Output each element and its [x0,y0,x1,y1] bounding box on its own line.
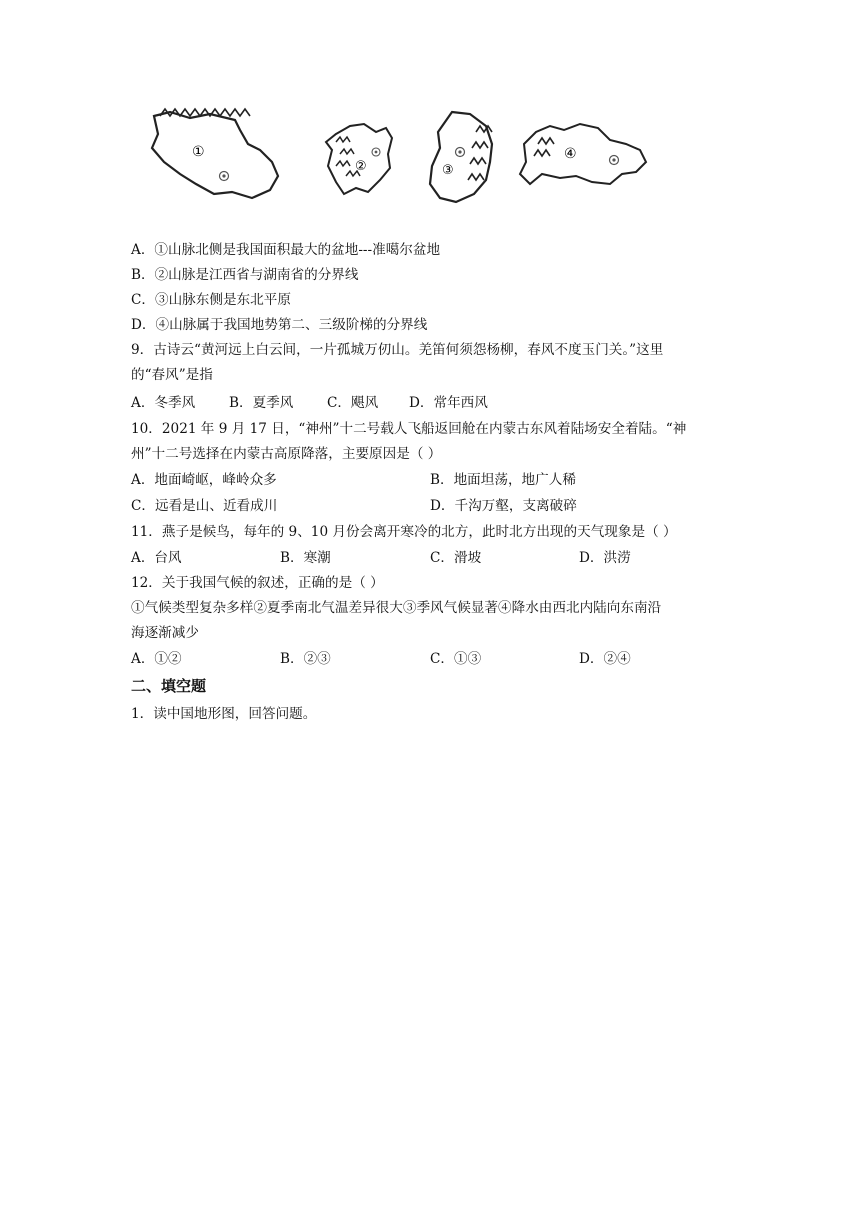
map-4 [520,124,646,184]
section-2-title: 二、填空题 [131,677,207,695]
q11-option-b: B．寒潮 [280,550,331,566]
q9-option-c: C．飓风 [327,395,379,411]
q9-option-d: D．常年西风 [409,395,488,411]
q9-option-b: B．夏季风 [229,395,294,411]
q8-option-b: B．②山脉是江西省与湖南省的分界线 [131,267,359,283]
map-label-1: ① [192,144,205,160]
map-label-4: ④ [564,146,577,162]
q11-option-a: A．台风 [131,550,182,566]
q11-stem: 11．燕子是候鸟，每年的 9、10 月份会离开寒冷的北方，此时北方出现的天气现象是（ ） [131,524,677,540]
q10-option-a: A．地面崎岖，峰岭众多 [131,472,277,488]
q12-option-c: C．①③ [430,651,482,667]
q12-statements-line2: 海逐渐减少 [131,625,199,641]
map-label-3: ③ [442,163,454,178]
q8-option-d: D．④山脉属于我国地势第二、三级阶梯的分界线 [131,317,428,333]
q9-stem-line2: 的“春风”是指 [131,367,213,383]
q8-option-c: C．③山脉东侧是东北平原 [131,292,291,308]
q10-option-d: D．千沟万壑，支离破碎 [430,498,577,514]
map-label-2: ② [355,159,367,174]
q12-stem: 12．关于我国气候的叙述，正确的是（ ） [131,575,384,591]
section-2-q1: 1．读中国地形图，回答问题。 [131,706,317,722]
map-3 [430,112,492,202]
q10-option-c: C．远看是山、近看成川 [131,498,278,514]
q12-option-d: D．②④ [579,651,631,667]
q12-option-b: B．②③ [280,651,331,667]
q9-stem-line1: 9．古诗云“黄河远上白云间，一片孤城万仞山。羌笛何须怨杨柳，春风不度玉门关。”这里 [131,342,664,358]
q12-statements-line1: ①气候类型复杂多样②夏季南北气温差异很大③季风气候显著④降水由西北内陆向东南沿 [131,600,662,616]
q10-option-b: B．地面坦荡，地广人稀 [430,472,576,488]
q11-option-c: C．滑坡 [430,550,482,566]
q11-option-d: D．洪涝 [579,550,631,566]
map-1 [152,109,278,198]
q10-stem-line1: 10．2021 年 9 月 17 日，“神州”十二号载人飞船返回舱在内蒙古东风着陆场安全着陆。“神 [131,421,687,437]
q12-option-a: A．①② [131,651,182,667]
province-maps-figure [140,104,660,214]
map-2 [326,124,392,194]
q9-option-a: A．冬季风 [131,395,196,411]
q10-stem-line2: 州”十二号选择在内蒙古高原降落，主要原因是（ ） [131,446,442,462]
q8-option-a: A．①山脉北侧是我国面积最大的盆地---准噶尔盆地 [131,242,441,258]
